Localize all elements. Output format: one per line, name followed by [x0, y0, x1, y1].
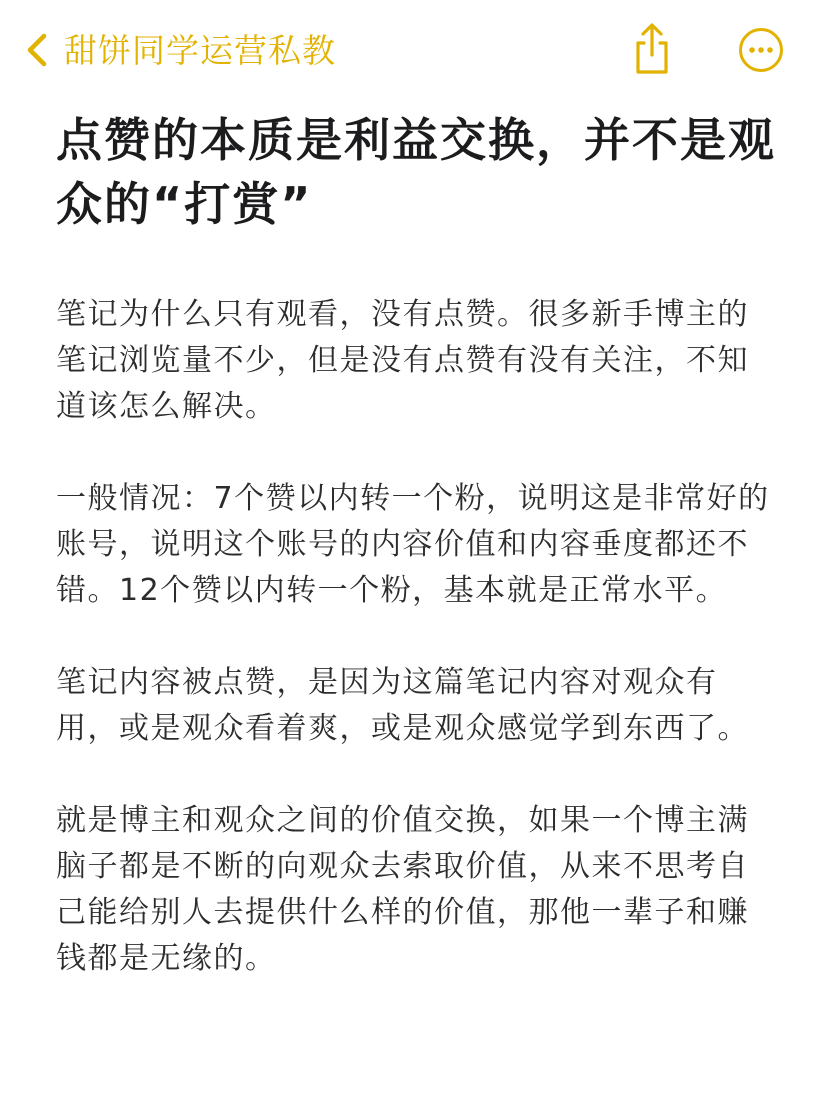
- paragraph: 一般情况：7个赞以内转一个粉，说明这是非常好的账号，说明这个账号的内容价值和内容垂度都还不错。12个赞以内转一个粉，基本就是正常水平。: [56, 481, 770, 608]
- share-icon: [630, 22, 674, 76]
- note-title: 点赞的本质是利益交换，并不是观众的“打赏”: [56, 113, 776, 231]
- back-label: 甜饼同学运营私教: [64, 30, 336, 70]
- paragraph: 笔记为什么只有观看，没有点赞。很多新手博主的笔记浏览量不少，但是没有点赞有没有关注，不知道该怎么解决。: [56, 297, 749, 424]
- navigation-bar: [0, 0, 828, 100]
- back-button[interactable]: [22, 22, 336, 78]
- more-icon: [738, 27, 784, 73]
- chevron-left-icon: [22, 28, 52, 72]
- paragraph: 笔记内容被点赞，是因为这篇笔记内容对观众有用，或是观众看着爽，或是观众感觉学到东西了。: [56, 665, 749, 746]
- paragraph: 就是博主和观众之间的价值交换，如果一个博主满脑子都是不断的向观众去索取价值，从来不思考自己能给别人去提供什么样的价值，那他一辈子和赚钱都是无缘的。: [56, 803, 749, 976]
- more-button[interactable]: [738, 27, 784, 73]
- share-button[interactable]: [630, 22, 674, 76]
- note-body: [56, 292, 776, 1028]
